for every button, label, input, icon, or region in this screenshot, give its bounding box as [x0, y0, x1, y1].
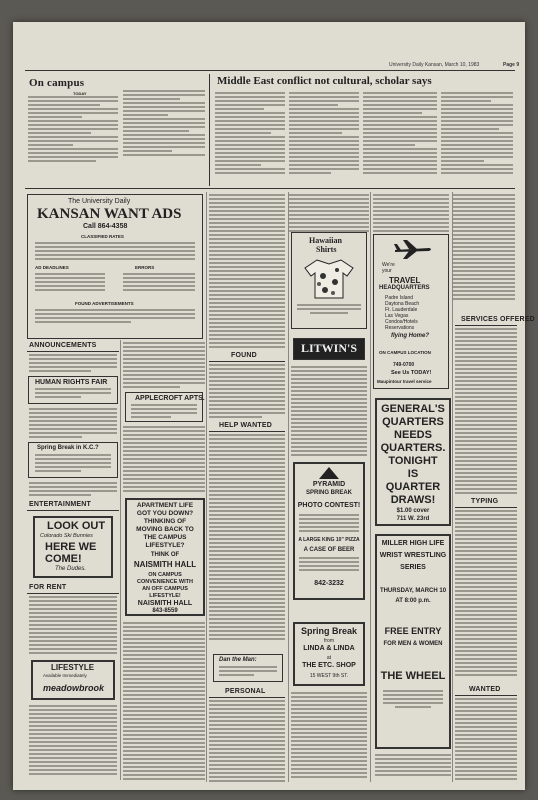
services-offered-heading: SERVICES OFFERED — [461, 316, 535, 323]
pyramid-beer: A CASE OF BEER — [303, 547, 355, 553]
etc-address: 15 WEST 9th ST. — [309, 673, 349, 679]
generals-line-3: NEEDS — [394, 429, 432, 441]
pyramid-title: PYRAMID — [312, 481, 346, 488]
ad-deadlines-heading: AD DEADLINES — [35, 265, 69, 270]
naismith-line-12: LIFESTYLE! — [149, 593, 181, 599]
classified-rates-heading: CLASSIFIED RATES — [81, 234, 124, 239]
miller-line-2: WRIST WRESTLING — [379, 552, 447, 559]
pyramid-pizza: A LARGE KING 10" PIZZA — [298, 537, 360, 543]
naismith-line-11: AN OFF CAMPUS — [142, 586, 188, 592]
want-ads-subtitle: The University Daily — [68, 198, 131, 205]
travel-on-campus: ON CAMPUS LOCATION — [379, 350, 431, 355]
look-out-here-we: HERE WE — [45, 541, 97, 553]
miller-line-1: MILLER HIGH LIFE — [381, 540, 445, 547]
personal-heading: PERSONAL — [225, 688, 266, 695]
naismith-line-5: THE CAMPUS — [143, 534, 187, 541]
etc-from: from — [324, 638, 334, 644]
naismith-line-13: NAISMITH HALL — [137, 600, 193, 607]
errors-heading: ERRORS — [135, 265, 155, 270]
lifestyle-available: Available Immediately — [43, 673, 87, 678]
on-campus-today: TODAY — [73, 91, 87, 96]
naismith-line-9: ON CAMPUS — [148, 572, 182, 578]
travel-were: We're — [382, 262, 395, 268]
pyramid-icon — [318, 466, 340, 480]
paper-dateline: University Daily Kansan, March 10, 1983 — [389, 62, 480, 68]
miller-free-entry: FREE ENTRY — [384, 626, 442, 636]
page-number: Page 9 — [503, 62, 520, 68]
naismith-line-3: THINKING OF — [143, 518, 187, 525]
on-campus-col-2 — [123, 90, 205, 158]
pyramid-photo-contest: PHOTO CONTEST! — [297, 502, 361, 509]
generals-address: 711 W. 23rd — [396, 516, 430, 522]
travel-daytona: Daytona Beach — [385, 301, 420, 307]
feature-col-1 — [215, 92, 285, 176]
travel-vegas: Las Vegas — [385, 313, 409, 319]
travel-title: TRAVEL — [389, 276, 421, 285]
airplane-icon — [393, 238, 433, 260]
feature-col-3 — [363, 92, 437, 176]
generals-line-7: QUARTER — [385, 481, 441, 493]
found-ads-heading: FOUND ADVERTISEMENTS — [75, 301, 134, 306]
typing-heading: TYPING — [471, 498, 499, 505]
travel-headquarters: HEADQUARTERS — [379, 285, 430, 291]
naismith-phone: 843-8559 — [152, 608, 178, 614]
generals-line-5: TONIGHT — [388, 455, 438, 467]
travel-see-us: See Us TODAY! — [391, 370, 432, 376]
announcements-heading: ANNOUNCEMENTS — [29, 342, 97, 349]
for-rent-heading: FOR RENT — [29, 584, 67, 591]
etc-shop-name: THE ETC. SHOP — [302, 662, 356, 669]
naismith-line-8: NAISMITH HALL — [133, 560, 197, 569]
hawaiian-title: Hawaiian — [309, 236, 342, 245]
entertainment-heading: ENTERTAINMENT — [29, 501, 91, 508]
generals-line-4: QUARTERS. — [380, 442, 446, 454]
etc-at: at — [326, 655, 332, 661]
pyramid-spring-break: SPRING BREAK — [305, 490, 352, 496]
travel-condos: Condos/Hotels — [385, 319, 418, 325]
generals-cover: $1.00 cover — [396, 508, 430, 514]
naismith-line-4: MOVING BACK TO — [136, 526, 194, 533]
want-ads-title: KANSAN WANT ADS — [37, 206, 182, 222]
travel-ftl: Ft. Lauderdale — [385, 307, 418, 313]
pyramid-phone: 842-3232 — [314, 580, 344, 587]
help-wanted-heading: HELP WANTED — [219, 422, 273, 429]
naismith-line-7: THINK OF — [150, 552, 180, 558]
miller-time: AT 8:00 p.m. — [395, 598, 431, 604]
miller-date: THURSDAY, MARCH 10 — [379, 588, 447, 594]
feature-headline: Middle East conflict not cultural, scholar says — [217, 75, 432, 87]
rates-table — [35, 242, 195, 262]
naismith-line-10: CONVENIENCE WITH — [137, 579, 193, 585]
hawaiian-shirt-icon — [303, 256, 355, 300]
travel-maupintour: Maupintour travel service — [377, 379, 432, 384]
generals-line-2: QUARTERS — [382, 416, 444, 428]
naismith-line-6: LIFESTYLE? — [145, 542, 185, 549]
look-out-sub: Colorado Ski Bunnies — [40, 533, 93, 539]
feature-col-2 — [289, 92, 359, 176]
naismith-line-2: GOT YOU DOWN? — [136, 510, 194, 517]
human-rights-title: HUMAN RIGHTS FAIR — [35, 379, 108, 386]
generals-line-1: GENERAL'S — [381, 403, 445, 415]
look-out-title: LOOK OUT — [47, 520, 106, 532]
on-campus-col-1 — [28, 96, 118, 164]
travel-reservations: Reservations — [385, 325, 415, 331]
shirts-title: Shirts — [316, 245, 337, 254]
feature-col-4 — [441, 92, 513, 176]
generals-line-6: IS — [407, 468, 419, 480]
want-ads-phone: Call 864-4358 — [83, 223, 128, 230]
travel-your: your — [382, 268, 392, 274]
naismith-line-1: APARTMENT LIFE — [136, 502, 194, 509]
travel-flying-home: flying Home? — [391, 333, 430, 339]
spring-break-kc-title: Spring Break in K.C.? — [37, 445, 99, 451]
miller-men-women: FOR MEN & WOMEN — [383, 641, 443, 647]
found-heading: FOUND — [231, 352, 257, 359]
litwins-logo: LITWIN'S — [301, 341, 358, 355]
lifestyle-title: LIFESTYLE — [51, 663, 95, 672]
look-out-dudes: The Dudes. — [55, 566, 87, 572]
the-wheel-logo: THE WHEEL — [380, 670, 446, 682]
miller-line-3: SERIES — [400, 564, 426, 571]
travel-padre: Padre Island — [385, 295, 414, 301]
newspaper-page — [13, 22, 535, 790]
applecroft-title: APPLECROFT APTS. — [135, 395, 205, 402]
generals-line-8: DRAWS! — [390, 494, 436, 506]
classified-col-2-top — [209, 194, 285, 334]
travel-phone: 749-0700 — [393, 362, 415, 368]
wanted-heading: WANTED — [469, 686, 501, 693]
header-rule — [25, 70, 515, 71]
on-campus-title: On campus — [29, 77, 85, 89]
etc-spring-break: Spring Break — [300, 626, 358, 636]
dan-the-man-title: Dan the Man: — [219, 657, 257, 663]
etc-linda: LINDA & LINDA — [303, 645, 355, 652]
meadowbrook-logo: meadowbrook — [43, 683, 105, 693]
look-out-come: COME! — [45, 553, 82, 565]
